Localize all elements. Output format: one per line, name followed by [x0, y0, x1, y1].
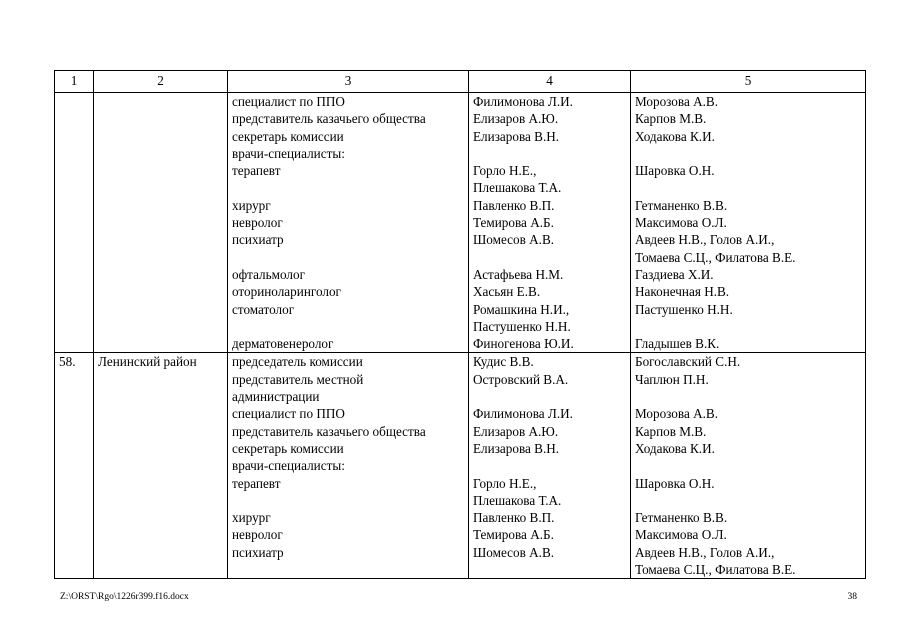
- commission-table: [54, 70, 866, 579]
- cell-line: Елизаров А.Ю.: [473, 423, 559, 439]
- cell-line: Шомесов А.В.: [473, 232, 555, 248]
- cell-line: Авдеев Н.В., Голов А.И.,: [635, 544, 775, 560]
- reserve-members-cell: [631, 93, 866, 353]
- cell-line: врачи-специалисты:: [232, 458, 345, 474]
- cell-line: Темирова А.Б.: [473, 527, 554, 543]
- row-number: 58.: [55, 353, 94, 579]
- cell-line: Максимова О.Л.: [635, 215, 727, 231]
- cell-line: Филимонова Л.И.: [473, 94, 573, 109]
- header-col-1: 1: [55, 71, 94, 93]
- table-header-row: [55, 71, 866, 93]
- header-col-2: 2: [94, 71, 228, 93]
- cell-line: Максимова О.Л.: [635, 527, 727, 543]
- cell-line: Морозова А.В.: [635, 94, 719, 109]
- cell-line: представитель казачьего общества: [232, 111, 426, 127]
- cell-line: [635, 318, 861, 335]
- cell-line: Горло Н.Е.,: [473, 163, 537, 179]
- cell-line: Богославский С.Н.: [635, 354, 741, 370]
- table-row: [55, 93, 866, 353]
- cell-line: психиатр: [232, 544, 284, 560]
- cell-line: [635, 145, 861, 162]
- cell-line: Газдиева Х.И.: [635, 266, 714, 282]
- cell-line: представитель казачьего общества: [232, 423, 426, 439]
- cell-line: Авдеев Н.В., Голов А.И.,: [635, 232, 775, 248]
- cell-line: [473, 457, 626, 474]
- cell-line: Гладышев В.К.: [635, 336, 720, 352]
- cell-line: Филимонова Л.И.: [473, 406, 573, 422]
- cell-line: Елизаров А.Ю.: [473, 111, 559, 127]
- cell-line: администрации: [232, 389, 320, 405]
- cell-line: Плешакова Т.А.: [473, 492, 562, 508]
- cell-line: Шомесов А.В.: [473, 544, 555, 560]
- cell-line: [232, 318, 464, 335]
- cell-line: Карпов М.В.: [635, 111, 707, 127]
- cell-line: [473, 388, 626, 405]
- cell-line: Темирова А.Б.: [473, 215, 554, 231]
- reserve-members-cell: [631, 353, 866, 579]
- cell-line: представитель местной: [232, 371, 364, 387]
- district-name: [94, 93, 228, 353]
- cell-line: Павленко В.П.: [473, 197, 555, 213]
- cell-line: хирург: [232, 197, 271, 213]
- row-number: [55, 93, 94, 353]
- roles-cell: [228, 93, 469, 353]
- cell-line: Томаева С.Ц., Филатова В.Е.: [635, 249, 796, 265]
- cell-line: [635, 388, 861, 405]
- cell-line: Чаплюн П.Н.: [635, 371, 709, 387]
- cell-line: невролог: [232, 527, 283, 543]
- cell-line: Гетманенко В.В.: [635, 197, 728, 213]
- main-members-cell: [469, 353, 631, 579]
- cell-line: Пастушенко Н.Н.: [635, 301, 733, 317]
- cell-line: [232, 249, 464, 266]
- cell-line: [473, 249, 626, 266]
- cell-line: секретарь комиссии: [232, 440, 344, 456]
- cell-line: Елизарова В.Н.: [473, 440, 560, 456]
- cell-line: хирург: [232, 510, 271, 526]
- cell-line: [635, 179, 861, 196]
- cell-line: Финогенова Ю.И.: [473, 336, 574, 352]
- cell-line: невролог: [232, 215, 283, 231]
- cell-line: Карпов М.В.: [635, 423, 707, 439]
- cell-line: Ромашкина Н.И.,: [473, 301, 570, 317]
- main-members-cell: [469, 93, 631, 353]
- cell-line: [473, 145, 626, 162]
- header-col-3: 3: [228, 71, 469, 93]
- header-col-5: 5: [631, 71, 866, 93]
- cell-line: стоматолог: [232, 301, 295, 317]
- cell-line: Томаева С.Ц., Филатова В.Е.: [635, 562, 796, 578]
- cell-line: дерматовенеролог: [232, 336, 334, 352]
- page-number: 38: [847, 592, 857, 602]
- cell-line: Павленко В.П.: [473, 510, 555, 526]
- cell-line: секретарь комиссии: [232, 128, 344, 144]
- cell-line: оториноларинголог: [232, 284, 341, 300]
- cell-line: Гетманенко В.В.: [635, 510, 728, 526]
- cell-line: Плешакова Т.А.: [473, 180, 562, 196]
- cell-line: психиатр: [232, 232, 284, 248]
- cell-line: [635, 457, 861, 474]
- cell-line: [232, 492, 464, 509]
- cell-line: Морозова А.В.: [635, 406, 719, 422]
- header-col-4: 4: [469, 71, 631, 93]
- cell-line: Кудис В.В.: [473, 354, 534, 370]
- document-path: Z:\ORST\Rgo\1226r399.f16.docx: [60, 592, 189, 602]
- cell-line: офтальмолог: [232, 266, 305, 282]
- table-row: [55, 353, 866, 579]
- cell-line: Хасьян Е.В.: [473, 284, 541, 300]
- cell-line: Шаровка О.Н.: [635, 163, 715, 179]
- cell-line: [232, 179, 464, 196]
- cell-line: Елизарова В.Н.: [473, 128, 560, 144]
- cell-line: врачи-специалисты:: [232, 145, 345, 161]
- cell-line: Ходакова К.И.: [635, 128, 715, 144]
- cell-line: председатель комиссии: [232, 354, 363, 370]
- cell-line: Ходакова К.И.: [635, 440, 715, 456]
- cell-line: [635, 492, 861, 509]
- cell-line: терапевт: [232, 163, 281, 179]
- cell-line: терапевт: [232, 475, 281, 491]
- cell-line: Астафьева Н.М.: [473, 266, 564, 282]
- roles-cell: [228, 353, 469, 579]
- cell-line: специалист по ППО: [232, 406, 345, 422]
- cell-line: Пастушенко Н.Н.: [473, 318, 571, 334]
- cell-line: Наконечная Н.В.: [635, 284, 730, 300]
- district-name: Ленинский район: [94, 353, 228, 579]
- cell-line: Горло Н.Е.,: [473, 475, 537, 491]
- cell-line: Островский В.А.: [473, 371, 569, 387]
- cell-line: Шаровка О.Н.: [635, 475, 715, 491]
- cell-line: специалист по ППО: [232, 94, 345, 109]
